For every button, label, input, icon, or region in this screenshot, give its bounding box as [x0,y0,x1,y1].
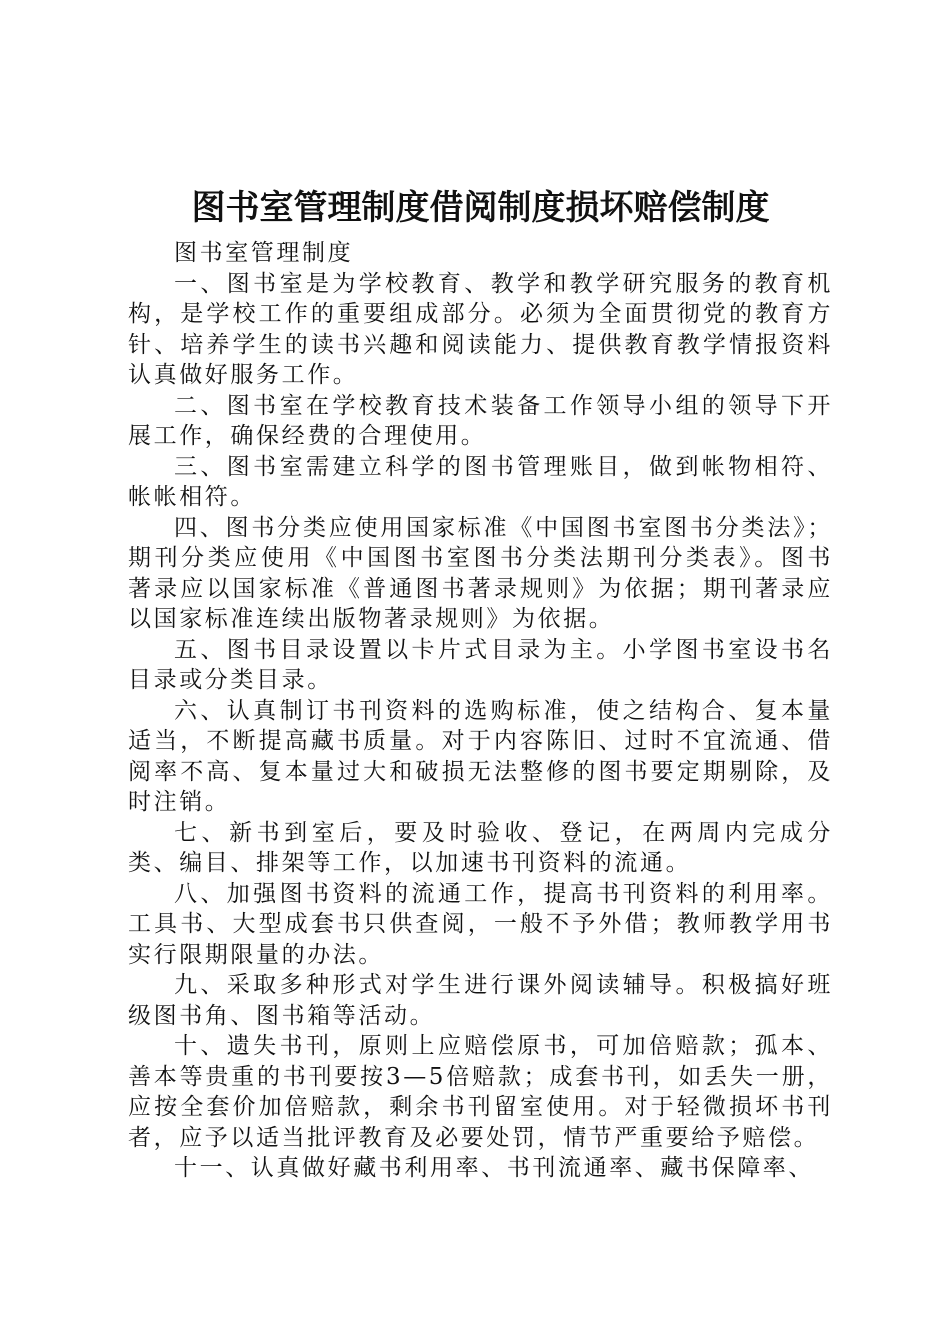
document-title: 图书室管理制度借阅制度损坏赔偿制度 [191,188,770,228]
paragraph-2: 二、图书室在学校教育技术装备工作领导小组的领导下开展工作，确保经费的合理使用。 [128,392,833,449]
section-heading: 图书室管理制度 [174,240,354,266]
paragraph-1: 一、图书室是为学校教育、教学和教学研究服务的教育机构，是学校工作的重要组成部分。必须为全面贯彻党的教育方针、培养学生的读书兴趣和阅读能力、提供教育教学情报资料认真做好服务工作。 [128,270,833,388]
paragraph-10: 十、遗失书刊，原则上应赔偿原书，可加倍赔款；孤本、善本等贵重的书刊要按3—5倍赔款；成套书刊，如丢失一册，应按全套价加倍赔款，剩余书刊留室使用。对于轻微损坏书刊者，应予以适当批评教育及必要处罚，情节严重要给予赔偿。 [128,1033,833,1151]
paragraph-3: 三、图书室需建立科学的图书管理账目，做到帐物相符、帐帐相符。 [128,453,833,510]
paragraph-6: 六、认真制订书刊资料的选购标准，使之结构合、复本量适当，不断提高藏书质量。对于内容陈旧、过时不宜流通、借阅率不高、复本量过大和破损无法整修的图书要定期剔除，及时注销。 [128,697,833,815]
paragraph-9: 九、采取多种形式对学生进行课外阅读辅导。积极搞好班级图书角、图书箱等活动。 [128,972,833,1029]
paragraph-4: 四、图书分类应使用国家标准《中国图书室图书分类法》；期刊分类应使用《中国图书室图书分类法期刊分类表》。图书著录应以国家标准《普通图书著录规则》为依据；期刊著录应以国家标准连续出版物著录规则》为依据。 [128,514,833,632]
paragraph-8: 八、加强图书资料的流通工作，提高书刊资料的利用率。工具书、大型成套书只供查阅，一般不予外借；教师教学用书实行限期限量的办法。 [128,880,833,968]
paragraph-5: 五、图书目录设置以卡片式目录为主。小学图书室设书名目录或分类目录。 [128,636,833,693]
document-page [128,180,833,1184]
paragraph-11: 十一、认真做好藏书利用率、书刊流通率、藏书保障率、 [174,1155,814,1181]
paragraph-7: 七、新书到室后，要及时验收、登记，在两周内完成分类、编目、排架等工作，以加速书刊资料的流通。 [128,819,833,876]
